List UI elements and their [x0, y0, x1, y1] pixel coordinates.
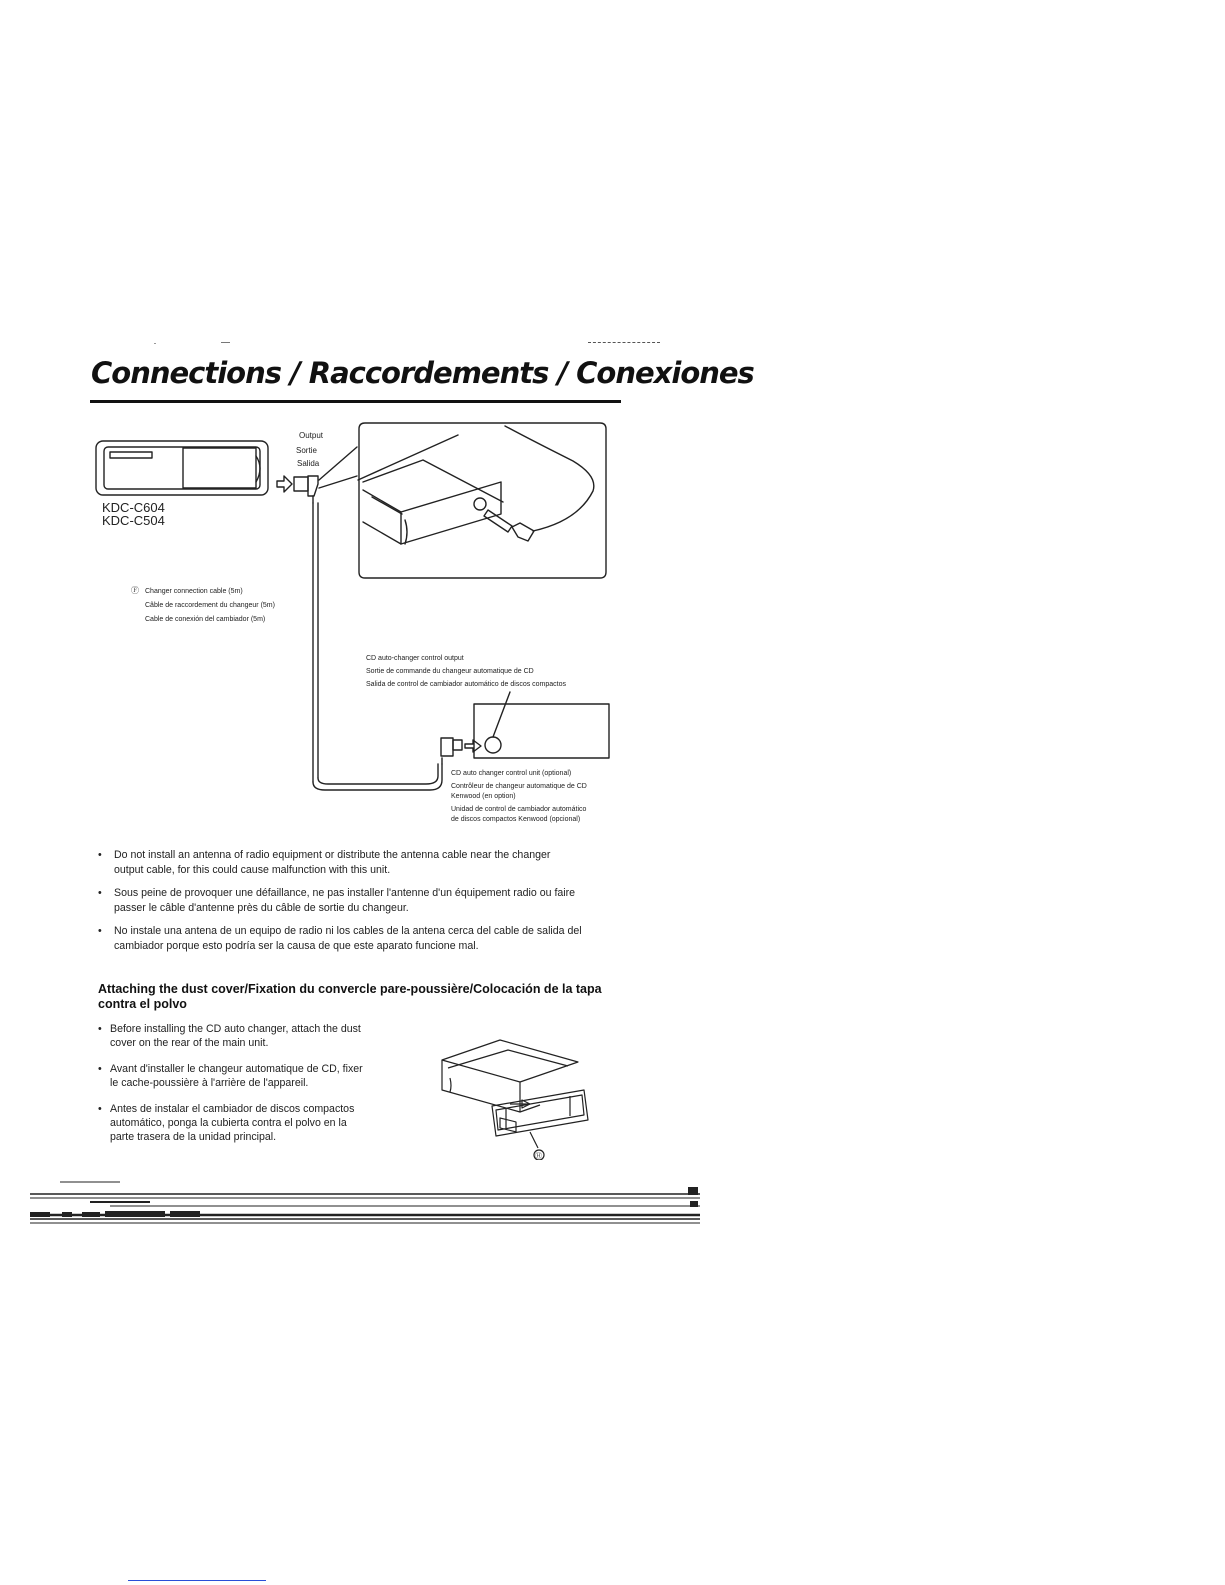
output-label: Salida — [297, 459, 320, 468]
output-label: Output — [299, 431, 324, 440]
bullet-mark: • — [98, 1063, 102, 1075]
instruction-line: Avant d'installer le changeur automatique de CD, fixer — [110, 1063, 363, 1075]
changer-cable — [313, 503, 442, 790]
note-line: cambiador porque esto podría ser la causa de que este aparato funcione mal. — [114, 940, 479, 952]
output-connector — [294, 476, 318, 503]
detail-inset — [358, 423, 606, 578]
control-output-label: CD auto-changer control output — [366, 655, 464, 662]
control-unit-label: Contrôleur de changeur automatique de CD — [451, 783, 587, 790]
instruction-line: Antes de instalar el cambiador de discos compactos — [110, 1103, 355, 1115]
bullet-mark: • — [98, 849, 102, 861]
note-line: passer le câble d'antenne près du câble de sortie du changeur. — [114, 902, 409, 914]
control-unit-label: Unidad de control de cambiador automático — [451, 806, 587, 813]
dust-cover-illustration — [420, 1030, 600, 1160]
model-label: KDC-C504 — [102, 513, 165, 528]
cable-label: Cable de conexión del cambiador (5m) — [145, 616, 266, 623]
bottom-border — [0, 1175, 1225, 1235]
control-unit-label: Kenwood (en option) — [451, 793, 516, 800]
control-connector — [441, 737, 501, 756]
note-line: Sous peine de provoquer une défaillance, ne pas installer l'antenne d'un équipement radio ou faire — [114, 887, 576, 899]
instruction-line: Before installing the CD auto changer, attach the dust — [110, 1023, 361, 1035]
bullet-mark: • — [98, 1023, 102, 1035]
cable-marker: Ⓕ — [131, 586, 139, 595]
control-output-label: Sortie de commande du changeur automatique de CD — [366, 668, 534, 675]
cd-changer-unit — [96, 441, 268, 495]
control-output-label: Salida de control de cambiador automático de discos compactos — [366, 681, 566, 688]
model-label: KDC-C604 — [102, 500, 165, 515]
instruction-line: le cache-poussière à l'arrière de l'appareil. — [110, 1077, 309, 1089]
note-line: No instale una antena de un equipo de radio ni los cables de la antena cerca del cable de salida del — [114, 925, 582, 937]
cable-label: Câble de raccordement du changeur (5m) — [145, 602, 275, 609]
control-unit-box — [474, 704, 609, 758]
control-unit-label: de discos compactos Kenwood (opcional) — [451, 816, 581, 823]
instruction-line: cover on the rear of the main unit. — [110, 1037, 269, 1049]
arrow-to-output — [277, 476, 292, 492]
output-label: Sortie — [296, 446, 317, 455]
dust-cover-marker: Ⓗ — [535, 1152, 542, 1160]
link-underline — [128, 1580, 266, 1581]
control-unit-label: CD auto changer control unit (optional) — [451, 770, 572, 777]
instruction-line: parte trasera de la unidad principal. — [110, 1131, 277, 1143]
page-title: Connections / Raccordements / Conexiones — [91, 356, 754, 390]
instruction-line: automático, ponga la cubierta contra el polvo en la — [110, 1117, 347, 1129]
bullet-mark: • — [98, 925, 102, 937]
cable-label: Changer connection cable (5m) — [145, 588, 243, 595]
note-line: Do not install an antenna of radio equipment or distribute the antenna cable near the changer — [114, 849, 551, 861]
dust-cover-heading: Attaching the dust cover/Fixation du convercle pare-poussière/Colocación de la tapa contra el polvo — [98, 982, 602, 1011]
note-line: output cable, for this could cause malfunction with this unit. — [114, 864, 391, 876]
bullet-mark: • — [98, 887, 102, 899]
bullet-mark: • — [98, 1103, 102, 1115]
